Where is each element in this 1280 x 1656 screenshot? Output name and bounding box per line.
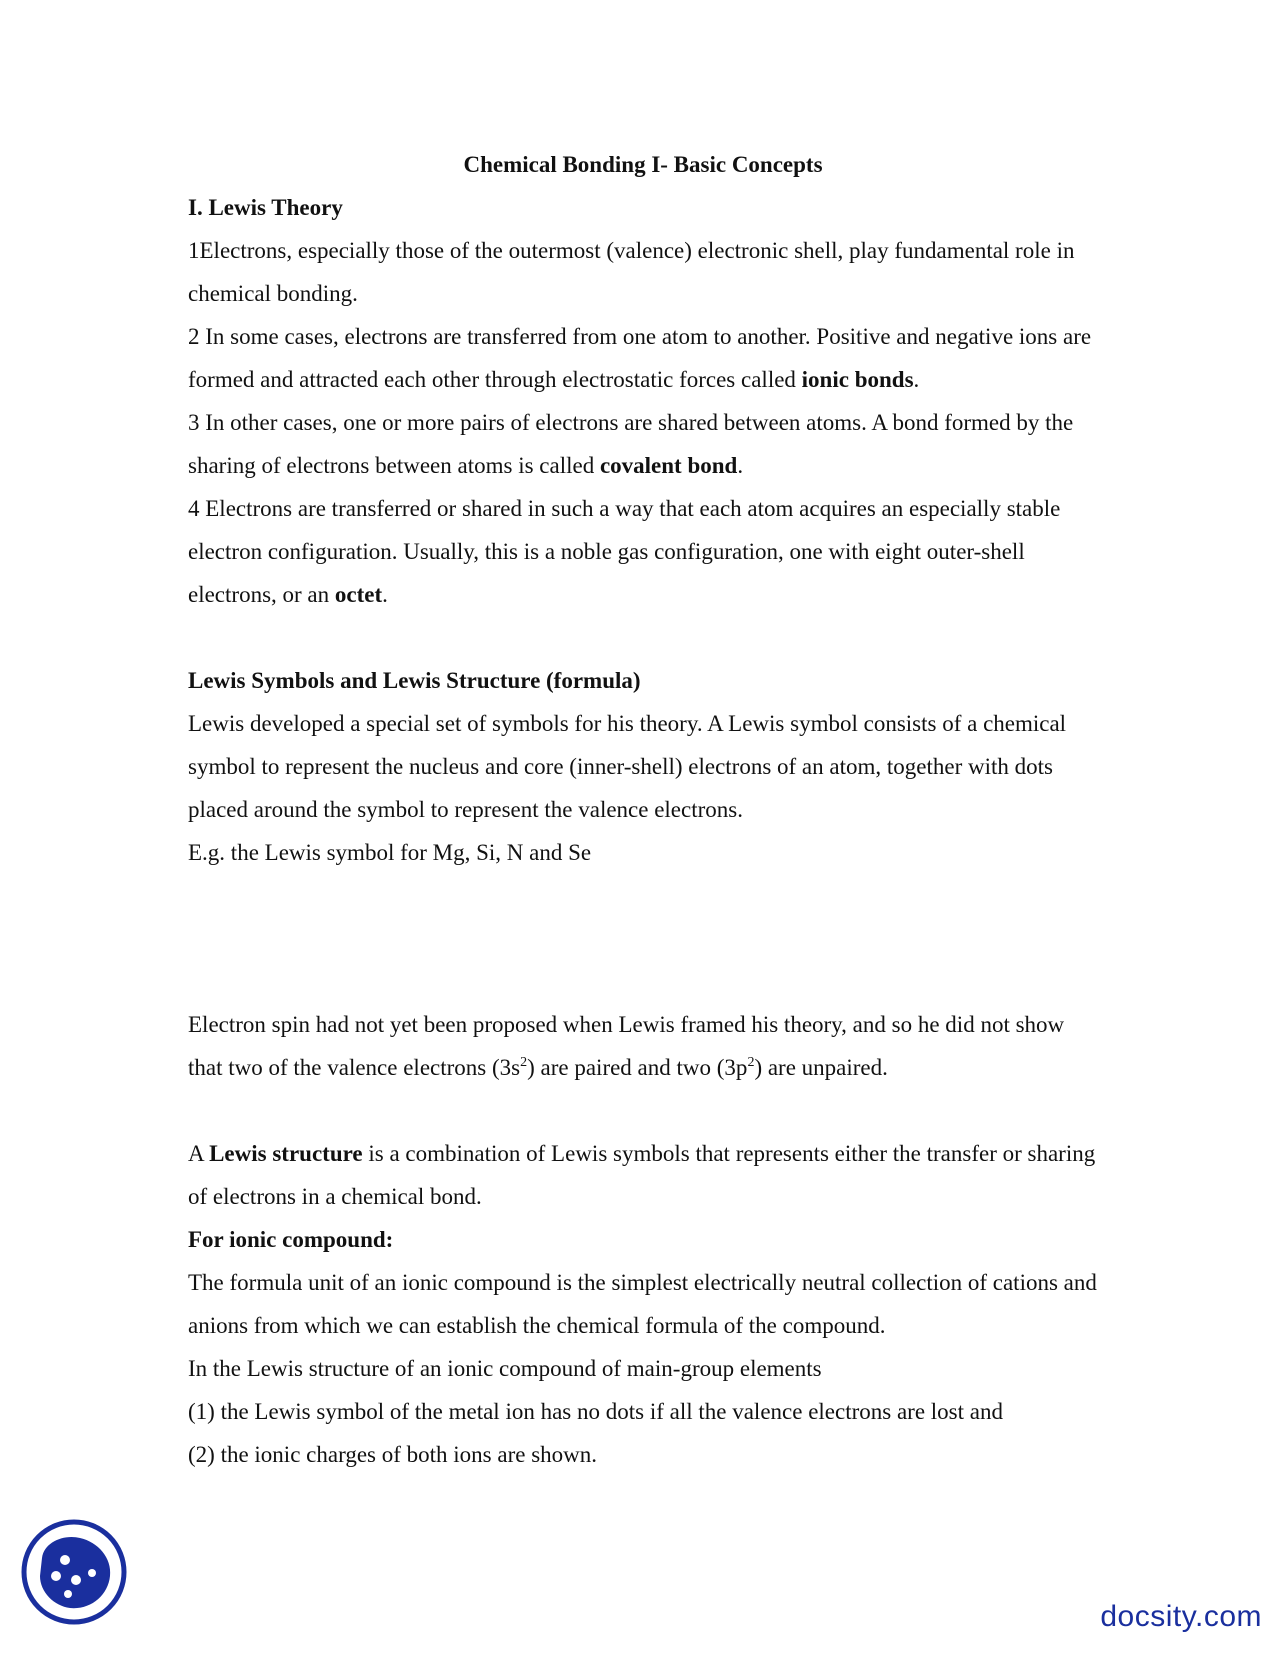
section-heading-ionic-compound: For ionic compound:	[188, 1227, 394, 1252]
structure-text-b: is a combination of Lewis symbols that represents either the transfer or sharing of electrons in a chemical bond.	[188, 1141, 1096, 1209]
superscript-2: 2	[747, 1055, 755, 1070]
spin-text-c: ) are unpaired.	[754, 1055, 888, 1080]
spin-text-a: Electron spin had not yet been proposed when Lewis framed his theory, and so he did not show that two of the valence electrons (3s	[188, 1012, 1065, 1080]
lewis-symbols-paragraph: Lewis developed a special set of symbols for his theory. A Lewis symbol consists of a chemical symbol to represent the nucleus and core (inner-shell) electrons of an atom, together with dots placed around the symbol to represent the valence electrons.	[188, 711, 1067, 822]
document-body	[188, 143, 1098, 1476]
ionic-paragraph-3: (1) the Lewis symbol of the metal ion has no dots if all the valence electrons are lost and	[188, 1399, 1003, 1424]
paragraph-2	[188, 315, 1098, 401]
page-title: Chemical Bonding I- Basic Concepts	[463, 152, 823, 177]
term-octet: octet	[334, 582, 383, 607]
docsity-logo-icon[interactable]	[20, 1518, 128, 1626]
lewis-symbol-example: E.g. the Lewis symbol for Mg, Si, N and Se	[188, 840, 592, 865]
spin-text-b: ) are paired and two (3p	[527, 1055, 748, 1080]
paragraph-4-text: 4 Electrons are transferred or shared in such a way that each atom acquires an especially stable electron configuration. Usually, this is a noble gas configuration, one with eight outer-shell electrons, or an	[188, 496, 1061, 607]
figure-placeholder	[188, 874, 1098, 1003]
paragraph-4	[188, 487, 1098, 616]
lewis-structure-paragraph	[188, 1132, 1098, 1218]
superscript-2: 2	[520, 1055, 528, 1070]
section-heading-lewis-symbols: Lewis Symbols and Lewis Structure (formula)	[188, 668, 641, 693]
term-lewis-structure: Lewis structure	[209, 1141, 363, 1166]
ionic-paragraph-1: The formula unit of an ionic compound is the simplest electrically neutral collection of cations and anions from which we can establish the chemical formula of the compound.	[188, 1270, 1097, 1338]
electron-spin-paragraph	[188, 1003, 1098, 1089]
paragraph-2-text: 2 In some cases, electrons are transferred from one atom to another. Positive and negative ions are formed and attracted each other through electrostatic forces called	[188, 324, 1092, 392]
term-ionic-bonds: ionic bonds	[801, 367, 914, 392]
spacer	[188, 1089, 1098, 1132]
paragraph-4-end: .	[382, 582, 388, 607]
paragraph-2-end: .	[913, 367, 920, 392]
paragraph-3-end: .	[737, 453, 744, 478]
paragraph-3	[188, 401, 1098, 487]
term-covalent-bond: covalent bond	[599, 453, 738, 478]
paragraph-1: 1Electrons, especially those of the outermost (valence) electronic shell, play fundamental role in chemical bonding.	[188, 238, 1075, 306]
section-heading-lewis-theory: I. Lewis Theory	[188, 195, 343, 220]
spacer	[188, 616, 1098, 659]
paragraph-3-text: 3 In other cases, one or more pairs of electrons are shared between atoms. A bond formed by the sharing of electrons between atoms is called	[188, 410, 1074, 478]
ionic-paragraph-4: (2) the ionic charges of both ions are shown.	[188, 1442, 598, 1467]
docsity-brand-link[interactable]: docsity.com	[1100, 1600, 1262, 1633]
ionic-paragraph-2: In the Lewis structure of an ionic compound of main-group elements	[188, 1356, 822, 1381]
structure-text-a: A	[188, 1141, 210, 1166]
